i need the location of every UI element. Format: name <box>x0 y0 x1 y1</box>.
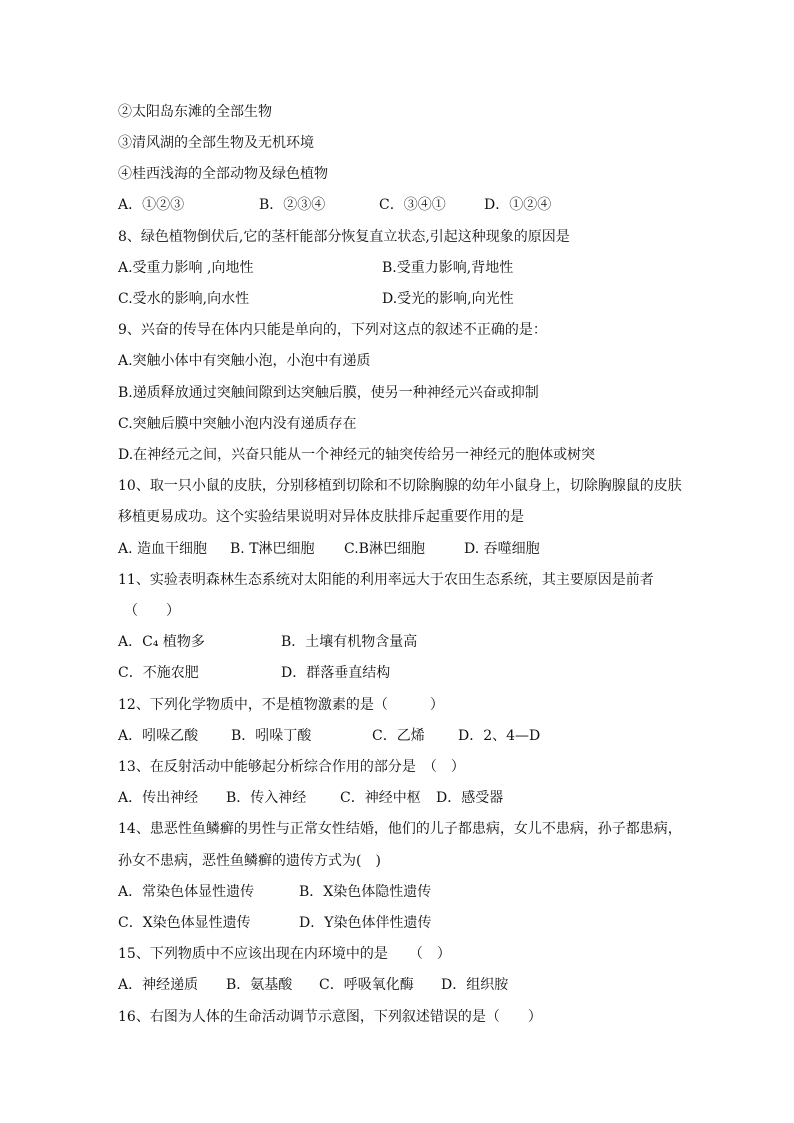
q14-options-row2 <box>118 913 431 933</box>
q7-option-b: B．②③④ <box>259 197 326 213</box>
q13-option-a: A．传出神经 <box>118 790 199 806</box>
q9-option-c: C.突触后膜中突触小泡内没有递质存在 <box>118 416 357 432</box>
q10-option-c: C.B淋巴细胞 <box>344 541 425 557</box>
q10-options <box>118 539 540 559</box>
q15-stem: 15、下列物质中不应该出现在内环境中的是 （ ） <box>118 946 451 962</box>
q9-option-a: A.突触小体中有突触小泡，小泡中有递质 <box>118 353 371 369</box>
q8-option-d: D.受光的影响,向光性 <box>382 291 514 307</box>
option-line-3: ③清风湖的全部生物及无机环境 <box>118 135 314 151</box>
q7-option-c: C．③④① <box>379 197 446 213</box>
q13-stem: 13、在反射活动中能够起分析综合作用的部分是 （ ） <box>118 759 465 775</box>
q9-option-b: B.递质释放通过突触间隙到达突触后膜，使另一种神经元兴奋或抑制 <box>118 385 539 401</box>
option-line-2: ②太阳岛东滩的全部生物 <box>118 104 272 120</box>
q15-option-c: C．呼吸氧化酶 <box>319 977 414 993</box>
q10-option-d: D. 吞噬细胞 <box>464 541 540 557</box>
q14-option-c: C．X染色体显性遗传 <box>118 915 251 931</box>
q13-option-b: B．传入神经 <box>226 790 307 806</box>
q16-stem: 16、右图为人体的生命活动调节示意图，下列叙述错误的是（ ） <box>118 1009 542 1025</box>
q11-option-d: D．群落垂直结构 <box>281 665 391 681</box>
q8-option-c: C.受水的影响,向水性 <box>118 291 250 307</box>
q11-option-c: C．不施农肥 <box>118 665 199 681</box>
q12-stem: 12、下列化学物质中，不是植物激素的是（ ） <box>118 697 444 713</box>
q14-option-a: A．常染色体显性遗传 <box>118 884 255 900</box>
q12-option-d: D．2、4—D <box>458 728 541 744</box>
q8-options-row1 <box>118 258 513 278</box>
q14-options-row1 <box>118 882 431 902</box>
q7-option-a: A．①②③ <box>118 197 185 213</box>
q10-option-a: A. 造血干细胞 <box>118 541 208 557</box>
q14-option-d: D．Y染色体伴性遗传 <box>299 915 432 931</box>
q8-options-row2 <box>118 289 514 309</box>
q15-option-b: B．氨基酸 <box>226 977 293 993</box>
q8-stem: 8、绿色植物倒伏后,它的茎杆能部分恢复直立状态,引起这种现象的原因是 <box>118 229 570 245</box>
q10-option-b: B. T淋巴细胞 <box>230 541 315 557</box>
q14-stem-line1: 14、患恶性鱼鳞癣的男性与正常女性结婚，他们的儿子都患病，女儿不患病，孙子都患病， <box>118 821 682 837</box>
q15-option-d: D．组织胺 <box>441 977 509 993</box>
q14-stem-line2: 孙女不患病，恶性鱼鳞癣的遗传方式为( ) <box>118 853 381 869</box>
q12-option-c: C．乙烯 <box>372 728 425 744</box>
q13-option-c: C．神经中枢 <box>340 790 421 806</box>
q11-options-row1 <box>118 632 417 652</box>
option-line-4: ④桂西浅海的全部动物及绿色植物 <box>118 166 328 182</box>
q11-answer-blank: （ ） <box>124 603 180 619</box>
q12-option-a: A．吲哚乙酸 <box>118 728 199 744</box>
q12-option-b: B．吲哚丁酸 <box>231 728 312 744</box>
q9-option-d: D.在神经元之间，兴奋只能从一个神经元的轴突传给另一神经元的胞体或树突 <box>118 447 596 463</box>
q7-option-d: D．①②④ <box>484 197 552 213</box>
q12-options <box>118 726 540 746</box>
q14-option-b: B．X染色体隐性遗传 <box>299 884 432 900</box>
q10-stem-line2: 移植更易成功。这个实验结果说明对异体皮肤排斥起重要作用的是 <box>118 509 524 525</box>
q13-option-d: D．感受器 <box>436 790 504 806</box>
q7-options <box>118 195 551 215</box>
q9-stem: 9、兴奋的传导在体内只能是单向的，下列对这点的叙述不正确的是： <box>118 322 547 338</box>
q13-options <box>118 788 503 808</box>
q8-option-b: B.受重力影响,背地性 <box>382 260 514 276</box>
q15-option-a: A．神经递质 <box>118 977 199 993</box>
q11-option-a: A．C₄ 植物多 <box>118 634 205 650</box>
q8-option-a: A.受重力影响 ,向地性 <box>118 260 254 276</box>
q15-options <box>118 975 508 995</box>
q11-options-row2 <box>118 663 390 683</box>
q11-option-b: B．土壤有机物含量高 <box>281 634 418 650</box>
q10-stem-line1: 10、取一只小鼠的皮肤，分别移植到切除和不切除胸腺的幼年小鼠身上，切除胸腺鼠的皮肤 <box>118 478 682 494</box>
q11-stem-line1: 11、实验表明森林生态系统对太阳能的利用率远大于农田生态系统，其主要原因是前者 <box>118 572 654 588</box>
